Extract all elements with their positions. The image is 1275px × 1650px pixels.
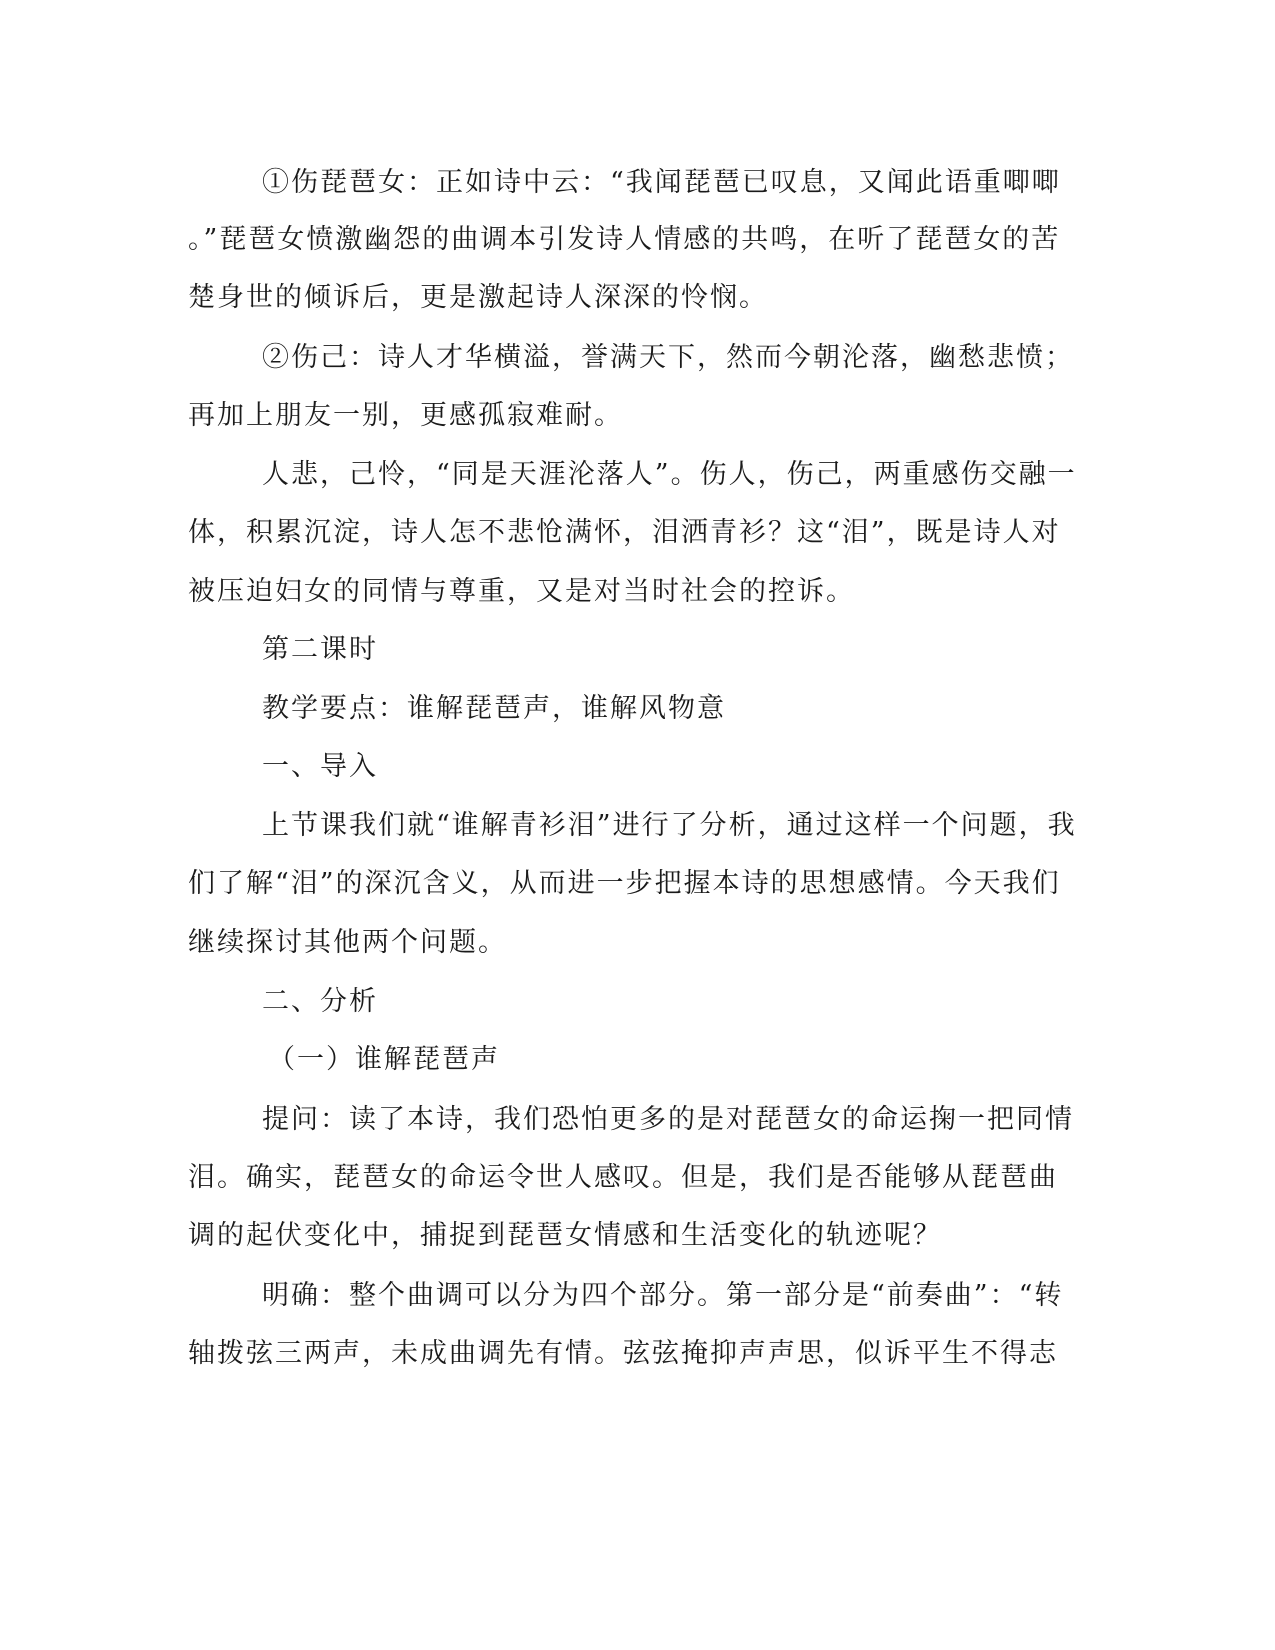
- teaching-points: 教学要点：谁解琵琶声，谁解风物意: [262, 693, 726, 724]
- text-line: 上节课我们就“谁解青衫泪”进行了分析，通过这样一个问题，我: [262, 810, 1077, 841]
- text-line: ①伤琵琶女：正如诗中云：“我闻琵琶已叹息，又闻此语重唧唧: [262, 167, 1061, 198]
- text-line: 被压迫妇女的同情与尊重，又是对当时社会的控诉。: [188, 576, 855, 607]
- text-line: 再加上朋友一别，更感孤寂难耐。: [188, 400, 623, 431]
- text-line: 调的起伏变化中，捕捉到琵琶女情感和生活变化的轨迹呢？: [188, 1220, 942, 1251]
- text-line: 泪。确实，琵琶女的命运令世人感叹。但是，我们是否能够从琵琶曲: [188, 1162, 1058, 1193]
- text-line: 继续探讨其他两个问题。: [188, 927, 507, 958]
- text-line: 体，积累沉淀，诗人怎不悲怆满怀，泪洒青衫？这“泪”，既是诗人对: [188, 517, 1061, 548]
- section-heading: 一、导入: [262, 751, 378, 782]
- text-line: 们了解“泪”的深沉含义，从而进一步把握本诗的思想感情。今天我们: [188, 868, 1061, 899]
- section-heading: 二、分析: [262, 986, 378, 1017]
- subsection-heading: （一）谁解琵琶声: [268, 1044, 500, 1075]
- text-line: 明确：整个曲调可以分为四个部分。第一部分是“前奏曲”：“转: [262, 1280, 1064, 1311]
- text-line: 人悲，己怜，“同是天涯沦落人”。伤人，伤己，两重感伤交融一: [262, 459, 1077, 490]
- text-line: 提问：读了本诗，我们恐怕更多的是对琵琶女的命运掬一把同情: [262, 1104, 1074, 1135]
- text-line: 轴拨弦三两声，未成曲调先有情。弦弦掩抑声声思，似诉平生不得志: [188, 1338, 1058, 1369]
- text-line: 。”琵琶女愤激幽怨的曲调本引发诗人情感的共鸣，在听了琵琶女的苦: [188, 224, 1061, 255]
- section-heading: 第二课时: [262, 634, 378, 665]
- text-line: ②伤己：诗人才华横溢，誉满天下，然而今朝沦落，幽愁悲愤；: [262, 342, 1074, 373]
- text-line: 楚身世的倾诉后，更是激起诗人深深的怜悯。: [188, 282, 768, 313]
